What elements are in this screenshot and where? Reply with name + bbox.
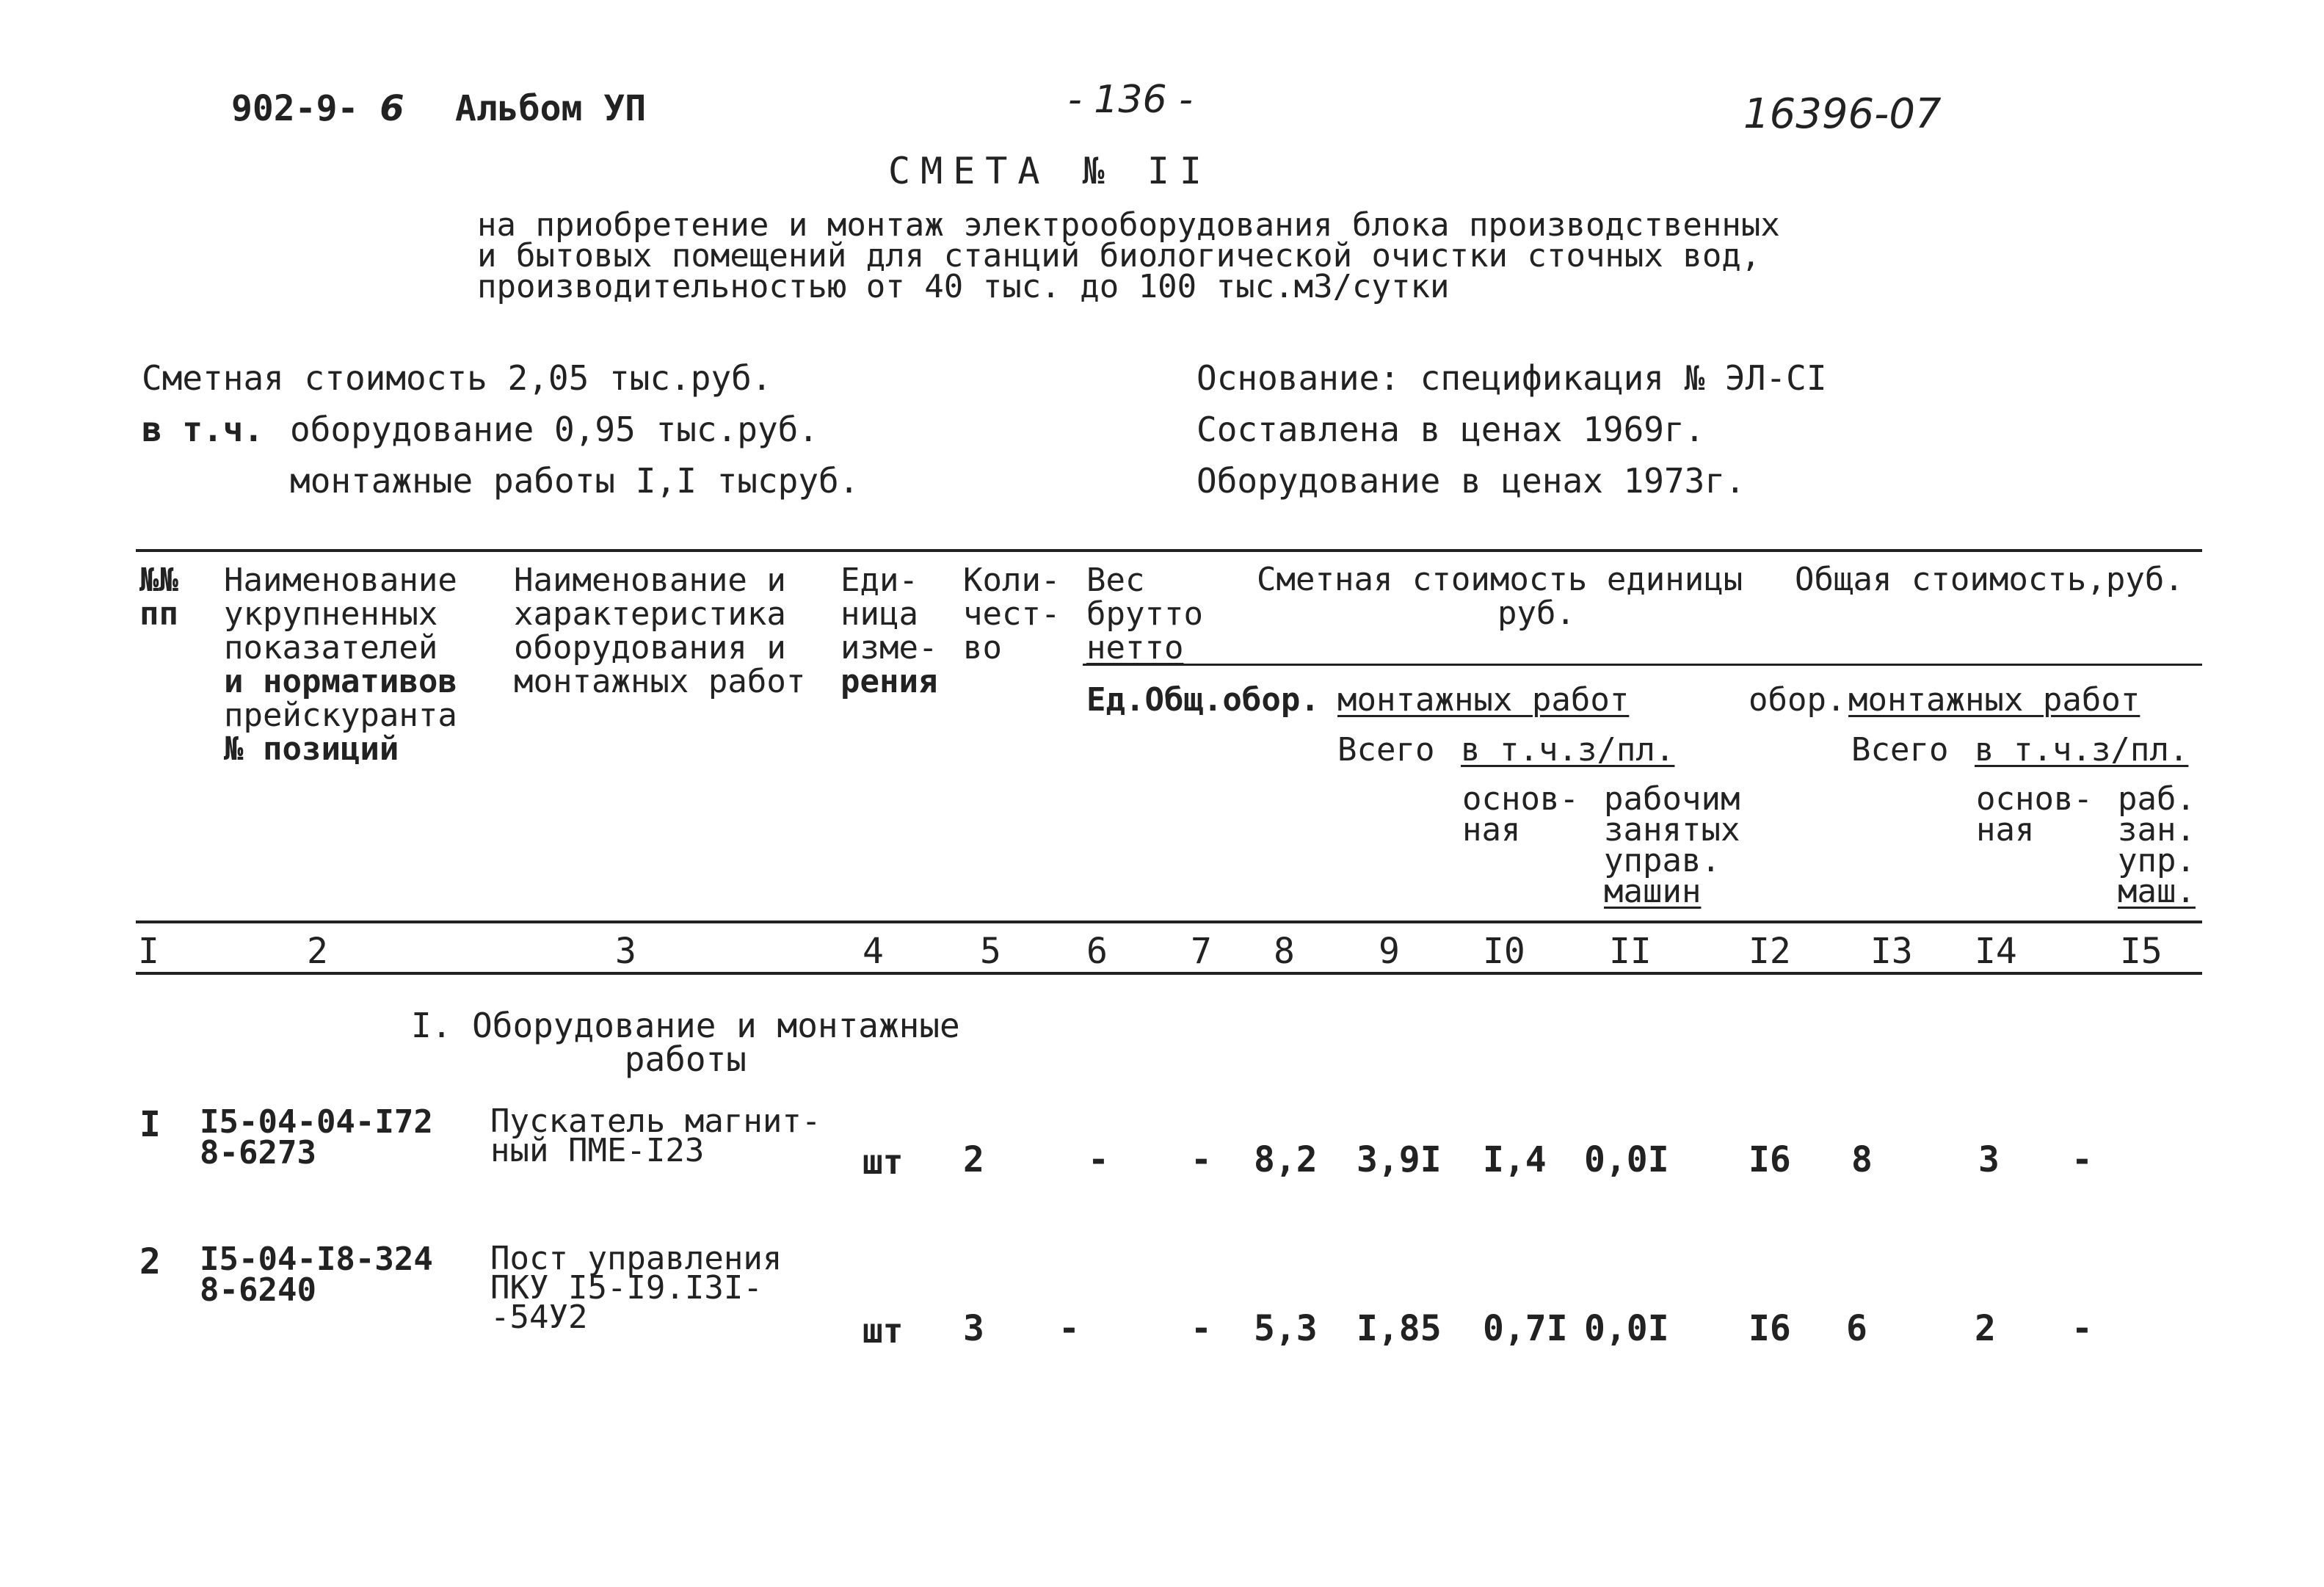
row-name-line: ПКУ I5-I9.I3I-: [490, 1269, 763, 1307]
col-header-num: [139, 564, 178, 631]
row-unit: шт: [863, 1142, 904, 1182]
row-c11: 0,0I: [1584, 1139, 1669, 1180]
header-line: Наименование: [224, 562, 457, 599]
col-header-indicators: [224, 564, 457, 766]
equipment-cost: оборудование 0,95 тыс.руб.: [290, 410, 819, 449]
document-title: СМЕТА № II: [888, 150, 1213, 192]
row-c15: -: [2071, 1139, 2093, 1180]
row-c14: 3: [1978, 1139, 2000, 1180]
header-line: упр.: [2118, 842, 2196, 879]
row-code: I5-04-04-I72: [200, 1103, 433, 1141]
header-line: брутто: [1086, 595, 1203, 633]
column-number: 3: [615, 931, 636, 972]
header-line: Еди-: [840, 562, 918, 599]
row-c12: I6: [1749, 1308, 1791, 1349]
page-number: - 136 -: [1068, 78, 1193, 122]
header-line: характеристика: [514, 595, 786, 633]
col-header-basic: [1462, 780, 1579, 849]
header-line: рабочим: [1604, 780, 1740, 818]
header-line: монтажных работ: [514, 663, 806, 700]
column-number: 6: [1086, 931, 1108, 972]
prices-year: Составлена в ценах 1969г.: [1197, 410, 1705, 449]
doc-code-suffix: 6: [380, 88, 404, 129]
header-line: изме-: [840, 629, 938, 667]
section-title: [411, 1006, 960, 1079]
col-header-equipment: [514, 564, 805, 699]
column-number: I: [138, 931, 159, 972]
col-header-qty: [963, 564, 1060, 665]
header-line: № позиций: [224, 730, 399, 768]
col-header-mont-work: монтажных работ: [1337, 681, 1630, 719]
header-line: ная: [1976, 811, 2035, 849]
header-line: прейскуранта: [224, 697, 457, 734]
row-c8: 8,2: [1254, 1139, 1318, 1180]
row-gross: -: [1088, 1139, 1109, 1180]
row-code: 8-6240: [200, 1271, 316, 1309]
header-line: основ-: [1462, 780, 1579, 818]
col-header-vsego: Всего: [1337, 731, 1435, 769]
table-header-bottom-rule: [136, 920, 2202, 923]
header-line: машин: [1604, 873, 1702, 910]
header-line: управ.: [1604, 842, 1721, 879]
row-name-line: Пускатель магнит-: [490, 1103, 821, 1140]
header-line: Коли-: [963, 562, 1061, 599]
row-unit: шт: [863, 1311, 904, 1351]
basis: Основание: спецификация № ЭЛ-CI: [1197, 358, 1827, 398]
row-qty: 3: [963, 1308, 984, 1349]
col-header-incl-zp: в т.ч.з/пл.: [1461, 731, 1675, 769]
doc-code-main: 902-9-: [231, 88, 359, 129]
column-number: II: [1609, 931, 1652, 972]
row-name: [490, 1240, 782, 1336]
estimated-cost: Сметная стоимость 2,05 тыс.руб.: [142, 358, 772, 398]
column-number: 7: [1191, 931, 1212, 972]
header-line: раб.: [2118, 780, 2196, 818]
row-c13: 6: [1846, 1308, 1867, 1349]
archive-number: 16396-07: [1743, 90, 1942, 138]
col-header-incl-zp-2: в т.ч.з/пл.: [1975, 731, 2189, 769]
column-number: 8: [1274, 931, 1295, 972]
subtitle-line: производительностью от 40 тыс. до 100 тыс.м3/сутки: [477, 268, 1450, 305]
column-number: 9: [1379, 931, 1400, 972]
document-subtitle: [477, 206, 1780, 305]
column-number: 5: [980, 931, 1001, 972]
column-number: I0: [1483, 931, 1525, 972]
table-header-rule: [1083, 664, 2202, 666]
row-c10: I,4: [1483, 1139, 1547, 1180]
row-name-line: ный ПМЕ-I23: [490, 1132, 705, 1169]
row-c9: I,85: [1357, 1308, 1442, 1349]
col-header-unit-sub: Ед.Общ.обор.: [1086, 681, 1320, 719]
row-c15: -: [2071, 1308, 2093, 1349]
column-numbers-rule: [136, 972, 2202, 975]
subtitle-line: и бытовых помещений для станций биологической очистки сточных вод,: [477, 237, 1761, 275]
column-number: I5: [2120, 931, 2163, 972]
row-number: 2: [139, 1241, 161, 1282]
col-header-machine-workers-2: [2118, 780, 2196, 910]
header-line: занятых: [1604, 811, 1740, 849]
installation-cost: монтажные работы I,I тысруб.: [290, 461, 860, 501]
col-header-total-equip: обор.: [1749, 681, 1846, 719]
row-code: 8-6273: [200, 1134, 316, 1172]
row-c10: 0,7I: [1483, 1308, 1568, 1349]
section-title-line: работы: [624, 1039, 747, 1079]
doc-code: [231, 88, 404, 129]
header-line: пп: [139, 595, 178, 633]
header-line: маш.: [2118, 873, 2196, 910]
subtitle-line: на приобретение и монтаж электрооборудования блока производственных: [477, 206, 1780, 244]
header-line: №№: [139, 562, 178, 599]
header-line: укрупненных: [224, 595, 438, 633]
header-line: чест-: [963, 595, 1061, 633]
row-c13: 8: [1851, 1139, 1873, 1180]
row-c12: I6: [1749, 1139, 1791, 1180]
col-header-basic-2: [1976, 780, 2093, 849]
col-header-machine-workers: [1604, 780, 1740, 910]
album-label: Альбом УП: [455, 88, 647, 129]
row-codes: [200, 1103, 433, 1172]
row-name-line: Пост управления: [490, 1240, 782, 1277]
column-number: I3: [1870, 931, 1913, 972]
header-line: нетто: [1086, 629, 1184, 667]
col-header-unit: [840, 564, 937, 699]
row-name: [490, 1103, 821, 1169]
column-number: 4: [863, 931, 884, 972]
header-line: ная: [1462, 811, 1521, 849]
row-c11: 0,0I: [1584, 1308, 1669, 1349]
row-qty: 2: [963, 1139, 984, 1180]
row-net: -: [1191, 1139, 1212, 1180]
row-gross: -: [1058, 1308, 1080, 1349]
incl-prefix: в т.ч.: [142, 410, 264, 449]
table-top-rule: [136, 549, 2202, 552]
row-codes: [200, 1241, 433, 1309]
col-header-total-mont-work: монтажных работ: [1848, 681, 2140, 719]
row-code: I5-04-I8-324: [200, 1241, 433, 1278]
col-header-weight: [1086, 564, 1203, 665]
column-number: I4: [1975, 931, 2017, 972]
row-name-line: -54У2: [490, 1299, 588, 1336]
header-line: показателей: [224, 629, 438, 667]
col-header-vsego-2: Всего: [1851, 731, 1949, 769]
equipment-prices-year: Оборудование в ценах 1973г.: [1197, 461, 1746, 501]
row-c8: 5,3: [1254, 1308, 1318, 1349]
col-header-total-cost: Общая стоимость,руб.: [1795, 561, 2184, 598]
section-title-line: I. Оборудование и монтажные: [411, 1006, 960, 1045]
column-number: 2: [307, 931, 328, 972]
row-c9: 3,9I: [1357, 1139, 1442, 1180]
row-number: I: [139, 1104, 161, 1145]
row-net: -: [1191, 1308, 1212, 1349]
row-c14: 2: [1975, 1308, 1996, 1349]
column-number: I2: [1749, 931, 1791, 972]
header-line: оборудования и: [514, 629, 786, 667]
header-line: и нормативов: [224, 663, 457, 700]
col-header-unit-cost: Сметная стоимость единицы: [1257, 561, 1743, 598]
header-line: зан.: [2118, 811, 2196, 849]
header-line: Наименование и: [514, 562, 786, 599]
col-header-unit-cost-rub: руб.: [1497, 595, 1575, 632]
header-line: рения: [840, 663, 938, 700]
header-line: ница: [840, 595, 918, 633]
header-line: основ-: [1976, 780, 2093, 818]
header-line: Вес: [1086, 562, 1145, 599]
header-line: во: [963, 629, 1002, 667]
